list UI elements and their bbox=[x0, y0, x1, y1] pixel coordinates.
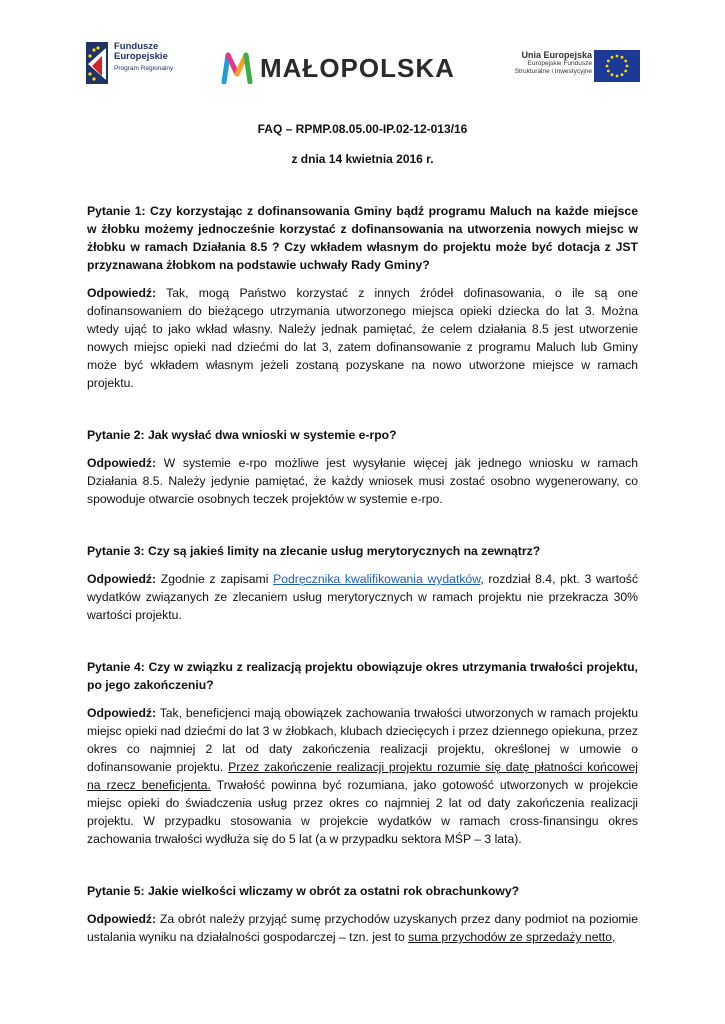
ue-text bbox=[515, 50, 592, 76]
eu-flag-icon bbox=[594, 50, 640, 82]
answer-1 bbox=[87, 284, 638, 392]
document-date: z dnia 14 kwietnia 2016 r. bbox=[291, 152, 434, 166]
answer-3 bbox=[87, 570, 638, 624]
ue-line3: Strukturalne i Inwestycyjne bbox=[514, 68, 592, 75]
question-4: Pytanie 4: Czy w związku z realizacją projektu obowiązuje okres utrzymania trwałości projektu, po jego zakończeniu? bbox=[87, 660, 638, 692]
fe-text bbox=[114, 42, 173, 74]
fe-star-icon bbox=[86, 42, 108, 84]
answer-2-text: W systemie e-rpo możliwe jest wysyłanie więcej jak jednego wniosku w ramach Działania 8.5. Należy jedynie pamiętać, że każdy wniosek musi zostać osobno wygenerowany, co spowoduje otwarcie osobnych teczek projektów w systemie e-rpo. bbox=[87, 456, 638, 506]
answer-4-text-pre: Tak, beneficjenci mają obowiązek zachowania trwałości utworzonych w ramach projektu miejsc opieki nad dziećmi do lat 3 w żłobkach, klubach dziecięcych i przez dziennego opiekuna, przez okres co najmniej 2 lat od daty zakończenia realizacji projektu, określonej w umowie o dofinansowanie projektu. bbox=[87, 706, 638, 774]
answer-label: Odpowiedź: bbox=[87, 706, 157, 720]
fe-line2: Europejskie bbox=[114, 51, 168, 62]
malopolska-logo bbox=[220, 48, 460, 88]
answer-2 bbox=[87, 454, 638, 508]
podrecznik-link[interactable]: Podręcznika kwalifikowania wydatków bbox=[273, 572, 481, 586]
question-3: Pytanie 3: Czy są jakieś limity na zlecanie usług merytorycznych na zewnątrz? bbox=[87, 544, 541, 558]
faq-content bbox=[87, 120, 638, 946]
question-1: Pytanie 1: Czy korzystając z dofinansowania Gminy bądź programu Maluch na każde miejsce w żłobku możemy jednocześnie korzystać z dofinansowania na utworzenia nowych miejsc w żłobku w ramach Działania 8.5 ? Czy wkładem własnym do projektu może być dotacja z JST przyznawana żłobkom na podstawie uchwały Rady Gminy? bbox=[87, 204, 638, 272]
answer-label: Odpowiedź: bbox=[87, 456, 157, 470]
question-5: Pytanie 5: Jakie wielkości wliczamy w obrót za ostatni rok obrachunkowy? bbox=[87, 884, 520, 898]
answer-label: Odpowiedź: bbox=[87, 286, 157, 300]
answer-5-text-pre: Za obrót należy przyjąć sumę przychodów uzyskanych przez dany podmiot na poziomie ustalania wyniku na działalności gospodarczej – tzn. jest to bbox=[87, 912, 638, 944]
ue-line1: Unia Europejska bbox=[521, 50, 592, 60]
answer-4-underlined: Przez zakończenie realizacji projektu rozumie się datę płatności końcowej na rzecz beneficjenta. bbox=[87, 760, 638, 792]
malopolska-m-icon bbox=[220, 52, 254, 84]
answer-4 bbox=[87, 704, 638, 848]
answer-5 bbox=[87, 910, 638, 946]
answer-1-text: Tak, mogą Państwo korzystać z innych źródeł dofinasowania, o ile są one dofinansowaniem do bieżącego utrzymania utworzonego miejsca opieki dziecka do lat 3. Można wtedy ująć to jako wkład własny. Należy jednak pamiętać, że celem działania 8.5 jest utworzenie nowych miejsc opieki nad dziećmi do lat 3, zatem dofinansowanie z programu Maluch lub Gminy może być wkładem własnym jeżeli zostaną pozyskane na nowo utworzone miejsce w ramach projektu. bbox=[87, 286, 638, 390]
answer-5-underlined: suma przychodów ze sprzedaży netto, bbox=[408, 930, 616, 944]
document-title: FAQ – RPMP.08.05.00-IP.02-12-013/16 bbox=[257, 122, 468, 136]
unia-europejska-logo bbox=[488, 48, 640, 88]
ue-line2: Europejskie Fundusze bbox=[527, 60, 592, 67]
answer-4-text-post: Trwałość powinna być rozumiana, jako gotowość utworzonych w projekcie miejsc opieki do świadczenia usług przez okres co najmniej 2 lat od daty zakończenia realizacji projektu. W przypadku stosowania w projekcie wydatków w ramach cross-finansingu okres zachowania trwałości wydłuża się do 5 lat (a w przypadku sektora MŚP – 3 lata). bbox=[87, 778, 638, 846]
malopolska-wordmark: MAŁOPOLSKA bbox=[260, 52, 455, 83]
answer-3-text-post: , rozdział 8.4, pkt. 3 wartość wydatków związanych ze zlecaniem usług merytorycznych w ramach projektu nie przekracza 30% wartości projektu. bbox=[87, 572, 638, 622]
fe-line3: Program Regionalny bbox=[114, 65, 174, 72]
fe-line1: Fundusze bbox=[114, 41, 159, 52]
answer-label: Odpowiedź: bbox=[87, 572, 157, 586]
question-2: Pytanie 2: Jak wysłać dwa wnioski w systemie e-rpo? bbox=[87, 428, 397, 442]
answer-3-text-pre: Zgodnie z zapisami bbox=[160, 572, 274, 586]
fundusze-europejskie-logo bbox=[86, 42, 196, 86]
answer-label: Odpowiedź: bbox=[87, 912, 157, 926]
